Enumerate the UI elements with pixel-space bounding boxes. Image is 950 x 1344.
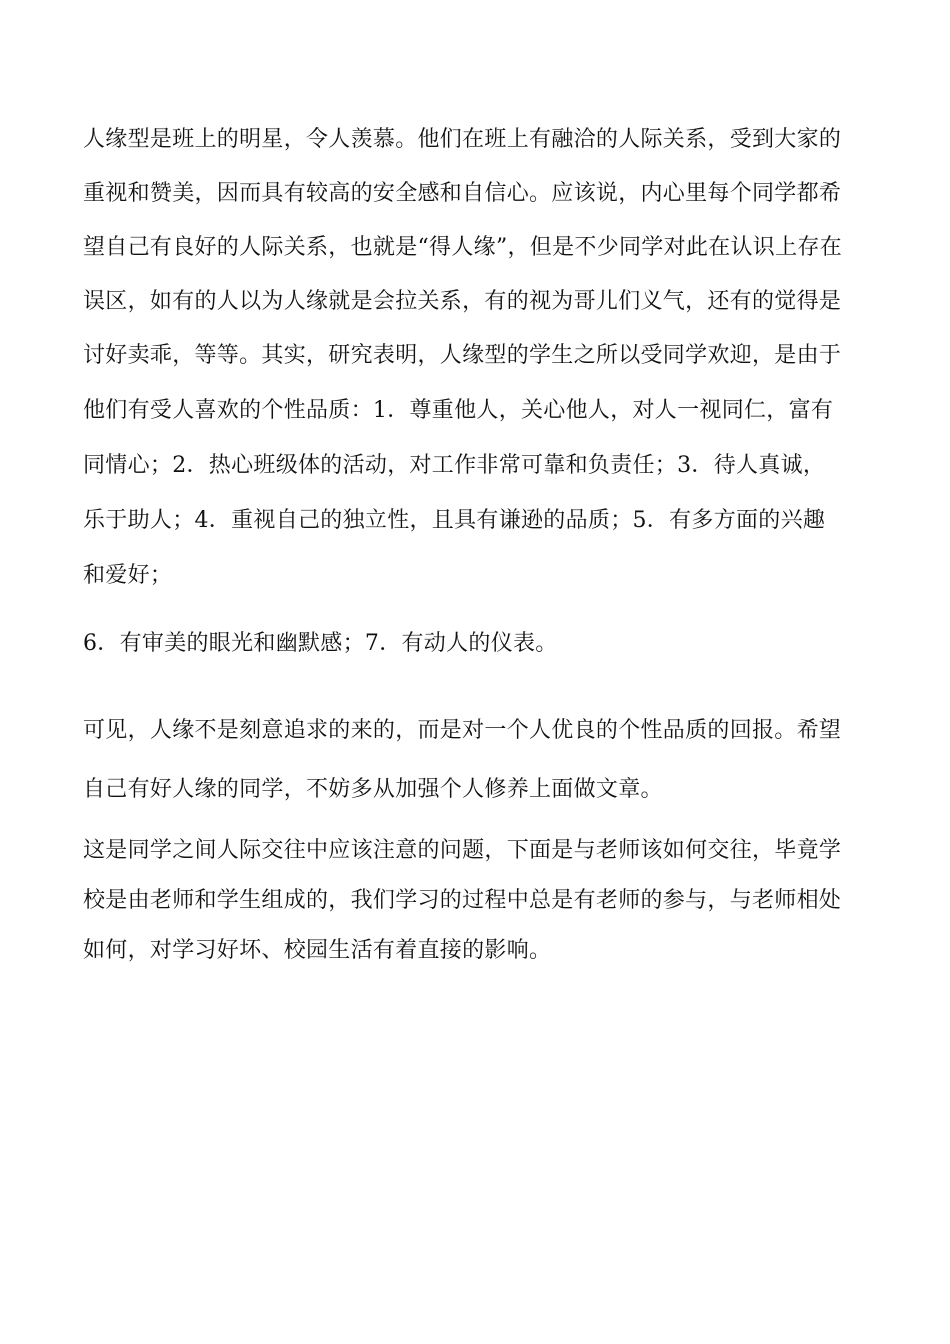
text-line: 和爱好；	[83, 563, 173, 588]
text-line: 他们有受人喜欢的个性品质：1．尊重他人，关心他人，对人一视同仁，富有	[83, 398, 834, 423]
text-line: 这是同学之间人际交往中应该注意的问题，下面是与老师该如何交往，毕竟学	[83, 838, 842, 863]
text-line: 讨好卖乖，等等。其实，研究表明，人缘型的学生之所以受同学欢迎，是由于	[83, 343, 842, 368]
text-line: 望自己有良好的人际关系，也就是“得人缘”，但是不少同学对此在认识上存在	[83, 235, 842, 260]
text-line: 可见，人缘不是刻意追求的来的，而是对一个人优良的个性品质的回报。希望	[83, 718, 842, 743]
text-line: 6．有审美的眼光和幽默感；7．有动人的仪表。	[83, 631, 558, 656]
text-line: 自己有好人缘的同学，不妨多从加强个人修养上面做文章。	[83, 777, 663, 802]
text-line: 校是由老师和学生组成的，我们学习的过程中总是有老师的参与，与老师相处	[83, 888, 842, 913]
text-line: 重视和赞美，因而具有较高的安全感和自信心。应该说，内心里每个同学都希	[83, 181, 842, 206]
text-line: 同情心；2．热心班级体的活动，对工作非常可靠和负责任；3．待人真诚，	[83, 453, 826, 478]
text-line: 误区，如有的人以为人缘就是会拉关系，有的视为哥儿们义气，还有的觉得是	[83, 289, 842, 314]
text-line: 如何，对学习好坏、校园生活有着直接的影响。	[83, 938, 552, 963]
text-line: 人缘型是班上的明星，令人羡慕。他们在班上有融洽的人际关系，受到大家的	[83, 127, 842, 152]
text-line: 乐于助人；4．重视自己的独立性，且具有谦逊的品质；5．有多方面的兴趣	[83, 508, 826, 533]
